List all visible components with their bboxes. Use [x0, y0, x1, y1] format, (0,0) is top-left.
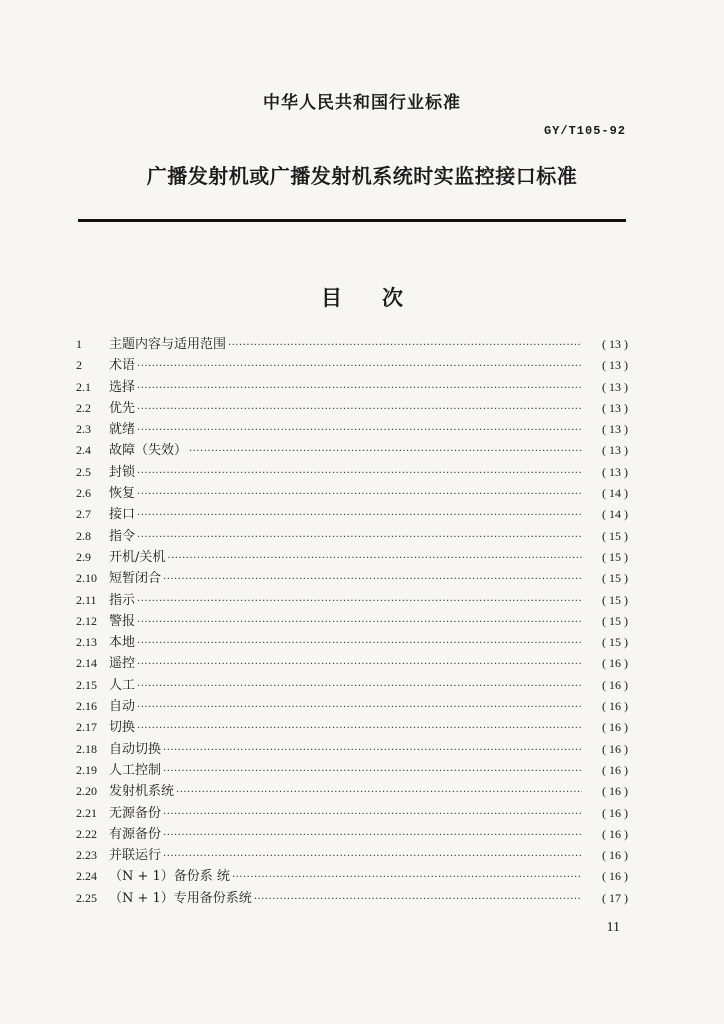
toc-entry-label: 自动 [109, 699, 136, 715]
toc-entry-label: 警报 [109, 613, 136, 629]
toc-leader-dots [137, 527, 582, 548]
toc-entry-number: 2.6 [76, 486, 91, 501]
toc-entry-number: 2.18 [76, 741, 97, 756]
toc-entry[interactable] [76, 717, 628, 738]
toc-entry[interactable] [76, 696, 628, 717]
toc-entry-number: 2.24 [76, 869, 97, 884]
standard-number: GY/T105-92 [543, 124, 626, 138]
toc-entry-label: 人工控制 [109, 762, 162, 778]
toc-entry-page: ( 15 ) [602, 571, 628, 586]
toc-entry-page: ( 16 ) [602, 762, 628, 777]
toc-entry-page: ( 16 ) [602, 826, 628, 841]
toc-entry[interactable] [76, 653, 628, 674]
toc-entry-page: ( 14 ) [602, 486, 628, 501]
toc-entry-page: ( 13 ) [602, 379, 628, 394]
toc-entry-page: ( 13 ) [602, 422, 628, 437]
toc-entry[interactable] [76, 590, 628, 611]
toc-entry[interactable] [76, 611, 628, 632]
toc-leader-dots [163, 846, 582, 867]
toc-leader-dots [163, 804, 582, 825]
toc-leader-dots [137, 505, 582, 526]
toc-heading-left: 目 [321, 286, 342, 310]
toc-leader-dots [137, 654, 582, 675]
toc-leader-dots [189, 441, 582, 462]
toc-entry-number: 2.14 [76, 656, 97, 671]
toc-entry-page: ( 16 ) [602, 699, 628, 714]
toc-entry-number: 2.11 [76, 592, 97, 607]
toc-entry-label: 短暂闭合 [109, 571, 162, 587]
toc-entry-label: 指令 [109, 528, 136, 544]
toc-entry-page: ( 16 ) [602, 805, 628, 820]
toc-entry-label: 主题内容与适用范围 [109, 337, 227, 352]
toc-entry-number: 2.21 [76, 805, 97, 820]
toc-entry-label: 术语 [109, 358, 136, 374]
toc-entry-label: （N + 1）备份系 统 [109, 869, 230, 885]
toc-entry-page: ( 16 ) [602, 677, 628, 692]
toc-entry-number: 2.20 [76, 784, 97, 799]
toc-leader-dots [163, 761, 582, 782]
toc-leader-dots [137, 420, 582, 441]
toc-entry-page: ( 13 ) [602, 443, 628, 458]
toc-leader-dots [137, 633, 582, 654]
toc-entry-number: 2 [76, 358, 82, 373]
page-number: 11 [606, 920, 620, 935]
toc-entry-page: ( 13 ) [602, 337, 628, 351]
toc-leader-dots [176, 782, 582, 803]
toc-leader-dots [167, 548, 582, 569]
toc-entry-number: 2.13 [76, 635, 97, 650]
toc-entry[interactable] [76, 568, 628, 589]
toc-entry-label: 发射机系统 [109, 784, 175, 800]
toc-entry[interactable] [76, 526, 628, 547]
toc-entry-number: 2.4 [76, 443, 91, 458]
toc-entry-page: ( 15 ) [602, 592, 628, 607]
toc-entry[interactable] [76, 739, 628, 760]
toc-entry[interactable] [76, 377, 628, 398]
toc-entry-number: 1 [76, 337, 82, 351]
toc-entry-label: 有源备份 [109, 826, 162, 842]
toc-leader-dots [163, 569, 582, 590]
toc-leader-dots [137, 612, 582, 633]
toc-entry-page: ( 13 ) [602, 400, 628, 415]
toc-entry[interactable] [76, 824, 628, 845]
toc-entry-number: 2.3 [76, 422, 91, 437]
toc-entry-label: 恢复 [109, 486, 136, 502]
toc-entry[interactable] [76, 483, 628, 504]
toc-entry-page: ( 15 ) [602, 528, 628, 543]
document-title: 广播发射机或广播发射机系统时实监控接口标准 [146, 164, 578, 188]
toc-entry[interactable] [76, 888, 628, 909]
toc-entry[interactable] [76, 845, 628, 866]
toc-entry[interactable] [76, 760, 628, 781]
toc-entry-number: 2.9 [76, 549, 91, 564]
toc-entry[interactable] [76, 355, 628, 376]
toc-entry-page: ( 17 ) [602, 890, 628, 905]
toc-entry-page: ( 13 ) [602, 464, 628, 479]
toc-entry-label: 无源备份 [109, 805, 162, 821]
toc-entry[interactable] [76, 440, 628, 461]
toc-entry-label: 自动切换 [109, 741, 162, 757]
toc-list [76, 334, 628, 909]
toc-entry-page: ( 16 ) [602, 869, 628, 884]
toc-heading-right: 次 [382, 286, 403, 310]
toc-entry-label: 指示 [109, 592, 136, 608]
toc-entry-page: ( 14 ) [602, 507, 628, 522]
toc-entry-page: ( 16 ) [602, 720, 628, 735]
toc-entry[interactable] [76, 334, 628, 355]
toc-entry-number: 2.2 [76, 400, 91, 415]
toc-entry[interactable] [76, 504, 628, 525]
toc-entry-number: 2.22 [76, 826, 97, 841]
toc-entry-number: 2.10 [76, 571, 97, 586]
toc-entry-page: ( 16 ) [602, 741, 628, 756]
toc-leader-dots [137, 718, 582, 739]
toc-entry-number: 2.8 [76, 528, 91, 543]
toc-leader-dots [137, 399, 582, 420]
toc-entry[interactable] [76, 866, 628, 887]
toc-entry-number: 2.16 [76, 699, 97, 714]
toc-entry-label: 人工 [109, 677, 136, 693]
toc-entry-number: 2.23 [76, 848, 97, 863]
toc-entry-page: ( 13 ) [602, 358, 628, 373]
toc-leader-dots [137, 463, 582, 484]
toc-entry[interactable] [76, 803, 628, 824]
toc-leader-dots [137, 697, 582, 718]
toc-entry[interactable] [76, 675, 628, 696]
toc-entry-number: 2.15 [76, 677, 97, 692]
toc-entry-number: 2.17 [76, 720, 97, 735]
toc-entry-label: 接口 [109, 507, 136, 523]
toc-leader-dots [163, 825, 582, 846]
toc-entry-label: 本地 [109, 635, 136, 651]
toc-entry-label: 故障（失效） [109, 443, 188, 459]
toc-entry-label: 开机/关机 [109, 549, 166, 565]
toc-entry-number: 2.5 [76, 464, 91, 479]
issuer-heading: 中华人民共和国行业标准 [263, 93, 461, 113]
toc-leader-dots [137, 676, 582, 697]
toc-entry-label: 封锁 [109, 464, 136, 480]
toc-leader-dots [232, 867, 582, 888]
toc-entry-label: 优先 [109, 400, 136, 416]
toc-leader-dots [137, 591, 582, 612]
toc-entry-label: 选择 [109, 379, 136, 395]
toc-entry[interactable] [76, 462, 628, 483]
toc-entry-page: ( 16 ) [602, 656, 628, 671]
toc-leader-dots [137, 484, 582, 505]
toc-entry-label: 就绪 [109, 422, 136, 438]
toc-leader-dots [137, 378, 582, 399]
toc-entry-label: 并联运行 [109, 848, 162, 864]
toc-entry-page: ( 15 ) [602, 549, 628, 564]
toc-entry[interactable] [76, 632, 628, 653]
toc-entry-page: ( 16 ) [602, 784, 628, 799]
toc-leader-dots [163, 740, 582, 761]
toc-entry-number: 2.19 [76, 762, 97, 777]
toc-entry[interactable] [76, 547, 628, 568]
toc-entry[interactable] [76, 419, 628, 440]
toc-heading [0, 282, 724, 312]
toc-leader-dots [228, 335, 582, 356]
toc-entry-page: ( 15 ) [602, 613, 628, 628]
toc-entry[interactable] [76, 781, 628, 802]
toc-entry-label: 遥控 [109, 656, 136, 672]
toc-leader-dots [254, 889, 582, 910]
toc-entry-page: ( 16 ) [602, 848, 628, 863]
title-rule [78, 219, 626, 222]
toc-entry-label: （N + 1）专用备份系统 [109, 890, 252, 906]
toc-entry-number: 2.7 [76, 507, 91, 522]
toc-entry-label: 切换 [109, 720, 136, 736]
toc-entry[interactable] [76, 398, 628, 419]
toc-entry-number: 2.25 [76, 890, 97, 905]
toc-entry-page: ( 15 ) [602, 635, 628, 650]
toc-entry-number: 2.12 [76, 613, 97, 628]
toc-entry-number: 2.1 [76, 379, 91, 394]
toc-leader-dots [137, 356, 582, 377]
